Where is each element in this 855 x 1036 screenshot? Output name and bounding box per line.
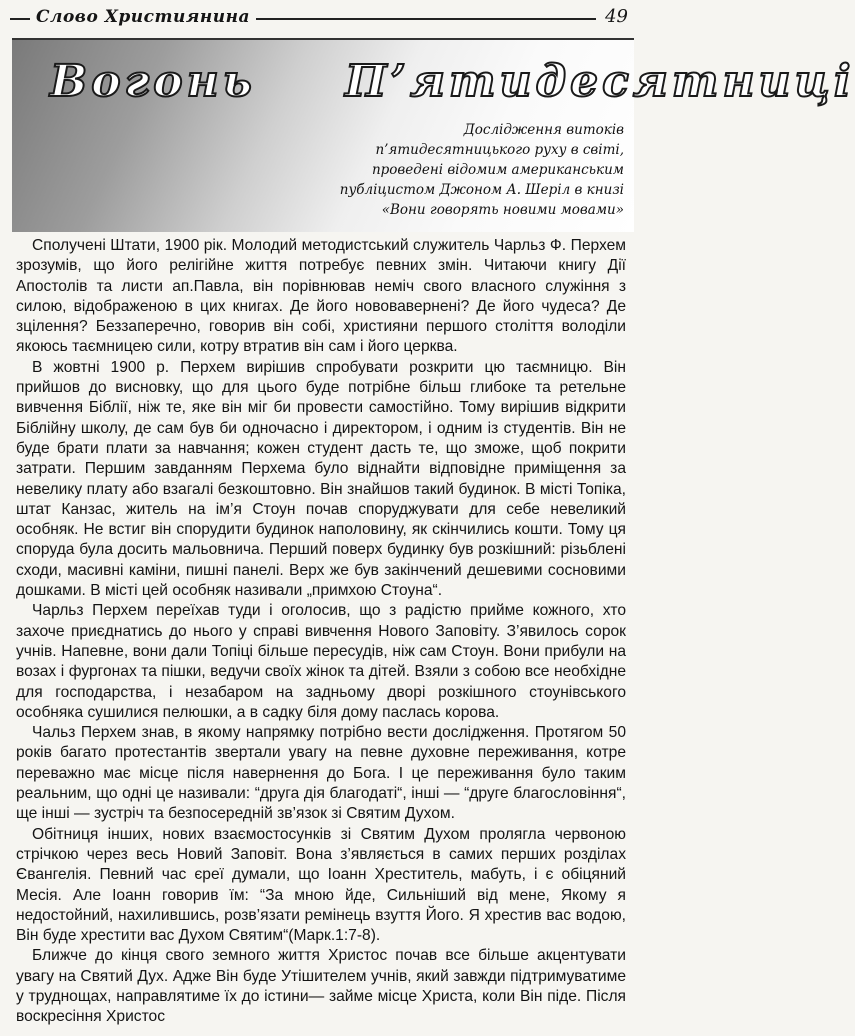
- page-number: 49: [605, 6, 628, 27]
- paragraph: Сполучені Штати, 1900 рік. Молодий методистський служитель Чарльз Ф. Перхем зрозумів, що його релігійне життя потребує певних змін. Читаючи книгу Дії Апостолів та листи ап.Павла, він порівнював неміч свого власного служіння з силою, відображеною в цих книгах. Де його нововавернені? Де його чудеса? Де зцілення? Беззаперечно, говорив він собі, християни першого століття володіли якоюсь таємницею сили, котру втратив він сам і його церква.: [16, 237, 626, 356]
- magazine-title: Слово Християнина: [30, 7, 256, 27]
- paragraph: В жовтні 1900 р. Перхем вирішив спробувати розкрити цю таємницю. Він прийшов до висновку, що для цього буде потрібне більш глибоке та ретельне вивчення Біблії, ніж те, яке він міг би провести самостійно. Тому вирішив відкрити Біблійну школу, де сам був би одночасно і директором, і одним із студентів. Він не буде брати плати за навчання; кожен студент дасть те, що зможе, щоб покрити затрати. Першим завданням Перхема було віднайти відповідне приміщення за невелику плату або взагалі безкоштовно. Він знайшов такий будинок. В місті Топіка, штат Канзас, житель на ім’я Стоун почав споруджувати для себе невеликий особняк. Не встиг він спорудити будинок наполовину, як скінчились кошти. Тому ця споруда була досить мальовнича. Перший поверх будинку був розкішний: різьблені сходи, масивні каміни, пишні панелі. Верх же був закінчений дешевими сосновими дошками. В місті цей особняк називали „примхою Стоуна“.: [16, 358, 626, 600]
- paragraph: Ближче до кінця свого земного життя Христос почав все більше акцентувати увагу на Святий Дух. Адже Він буде Утішителем учнів, який завжди підтримуватиме у труднощах, направлятиме їх до істини— займе місце Христа, коли Він піде. Після воскресіння Христос: [16, 947, 626, 1026]
- paragraph: Обітниця інших, нових взаємостосунків зі Святим Духом пролягла червоною стрічкою через весь Новий Заповіт. Вона з’являється в самих перших розділах Євангелія. Певний час єреї думали, що Іоанн Хреститель, мабуть, і є обіцяний Месія. Але Іоанн говорив їм: “За мною йде, Сильніший від мене, Якому я недостойний, нахилившись, розв’язати ремінець взуття Його. Я хрестив вас водою, Він буде хрестити вас Духом Святим“(Марк.1:7-8).: [16, 825, 626, 945]
- subtitle-line: проведені відомим американським: [371, 162, 624, 178]
- paragraph: Чарльз Перхем переїхав туди і оголосив, що з радістю прийме кожного, хто захоче приєднатись до нього у справі вивчення Нового Заповіту. З’явилось сорок учнів. Напевне, вони дали Топіці більше пересудів, ніж сам Стоун. Вони прибули на возах і фургонах та пішки, ведучи своїх жінок та дітей. Взяли з собою все необхідне для господарства, і незабаром на задньому дворі розкішного стоунівського особняка сушилися пелюшки, а в садку біля дому паслась корова.: [16, 602, 626, 721]
- subtitle-line: Дослідження витоків: [463, 122, 624, 138]
- paragraph: Чальз Перхем знав, в якому напрямку потрібно вести дослідження. Протягом 50 років багато протестантів звертали увагу на певне духовне переживання, котре переважно має місце після навернення до Бога. І це переживання було таким реальним, що одні це називали: “друга дія благодаті“, інші — “друге благословіння“, ще інші — зустріч та безпосередній зв’язок зі Святим Духом.: [16, 724, 626, 823]
- subtitle-line: п’ятидесятницького руху в світі,: [375, 142, 624, 158]
- subtitle-line: публіцистом Джоном А. Шеріл в книзі: [339, 182, 624, 198]
- article-title: Вогонь П’ятидесятниці: [50, 56, 855, 107]
- article-subtitle: [294, 120, 624, 220]
- article-banner: [12, 38, 855, 232]
- page-header: [10, 4, 636, 30]
- subtitle-line: «Вони говорять новими мовами»: [381, 202, 624, 218]
- article-body: [16, 236, 626, 1028]
